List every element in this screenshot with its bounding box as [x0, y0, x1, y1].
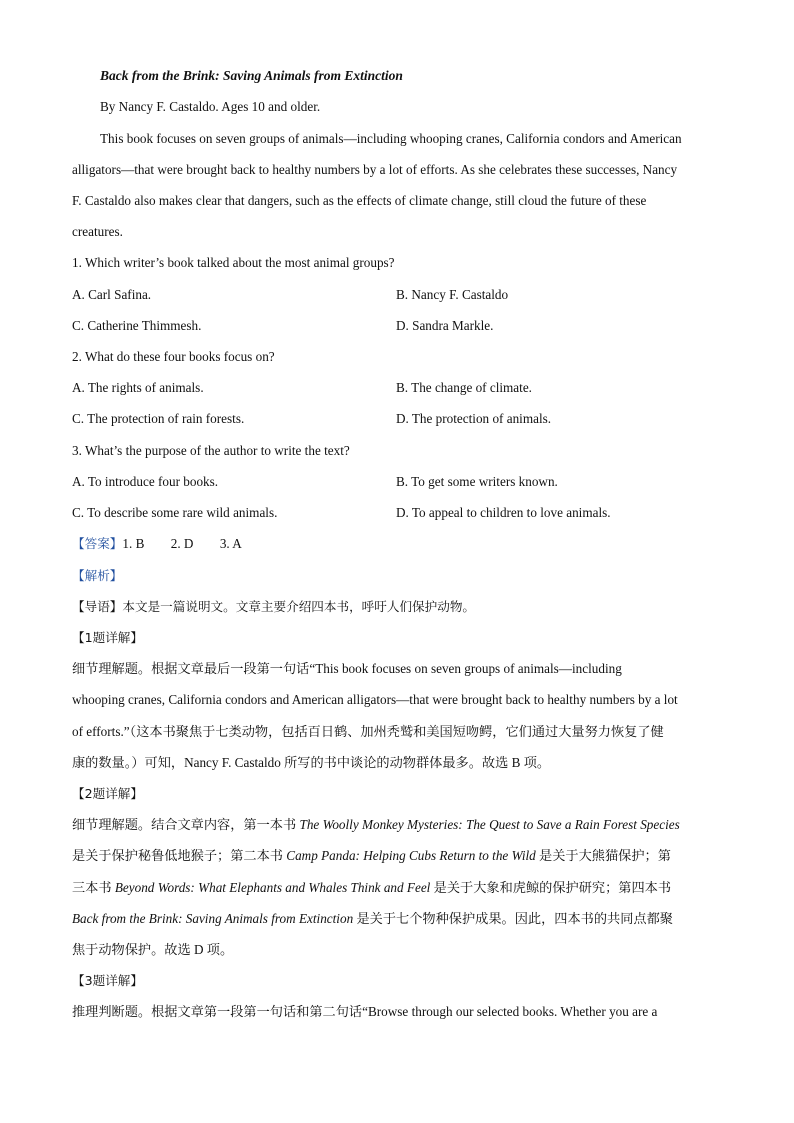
- detail-2-line: [72, 847, 671, 865]
- q1-option-b: B. Nancy F. Castaldo: [396, 287, 509, 302]
- q1-option-d: D. Sandra Markle.: [396, 318, 494, 333]
- analysis-label: 【解析】: [72, 568, 123, 583]
- q2-option-d: D. The protection of animals.: [396, 411, 552, 426]
- detail-3-label: 【3题详解】: [72, 973, 143, 988]
- passage-line: alligators—that were brought back to healthy numbers by a lot of efforts. As she celebrates these successes, Nancy: [72, 162, 678, 177]
- passage-line: creatures.: [72, 224, 123, 239]
- detail-2-text: 三本书: [72, 880, 115, 895]
- detail-3-line: 推理判断题。根据文章第一段第一句话和第二句话“Browse through our selected books. Whether you are a: [72, 1004, 658, 1019]
- guide-text: 本文是一篇说明文。文章主要介绍四本书，呼吁人们保护动物。: [122, 599, 475, 614]
- passage-line: F. Castaldo also makes clear that dangers, such as the effects of climate change, still cloud the future of these: [72, 193, 647, 208]
- book-title: Back from the Brink: Saving Animals from Extinction: [100, 68, 403, 83]
- detail-1-line: of efforts.”（这本书聚焦于七类动物，包括百日鹤、加州秃鹫和美国短吻鳄，它们通过大量努力恢复了健: [72, 724, 664, 739]
- answer-label: 【答案】: [72, 536, 123, 551]
- detail-2-text: 是关于保护秘鲁低地猴子；第二本书: [72, 848, 287, 863]
- book-4-title: Back from the Brink: Saving Animals from Extinction: [72, 911, 354, 926]
- q3-option-d: D. To appeal to children to love animals.: [396, 505, 611, 520]
- q3-option-b: B. To get some writers known.: [396, 474, 558, 489]
- question-3-stem: 3. What’s the purpose of the author to write the text?: [72, 443, 350, 458]
- detail-1-line: 康的数量。）可知，Nancy F. Castaldo 所写的书中谈论的动物群体最多。故选 B 项。: [72, 755, 551, 770]
- book-1-title: The Woolly Monkey Mysteries: The Quest to Save a Rain Forest Species: [299, 817, 680, 832]
- detail-2-text: 细节理解题。结合文章内容，第一本书: [72, 817, 300, 832]
- q3-option-c: C. To describe some rare wild animals.: [72, 505, 278, 520]
- q1-option-c: C. Catherine Thimmesh.: [72, 318, 202, 333]
- detail-2-text: 是关于七个物种保护成果。因此，四本书的共同点都聚: [353, 911, 673, 926]
- detail-1-label: 【1题详解】: [72, 630, 143, 645]
- question-1-stem: 1. Which writer’s book talked about the most animal groups?: [72, 255, 395, 270]
- detail-2-line: 焦于动物保护。故选 D 项。: [72, 942, 234, 957]
- detail-2-text: 是关于大象和虎鲸的保护研究；第四本书: [430, 880, 672, 895]
- detail-2-line: [72, 816, 680, 834]
- detail-2-label: 【2题详解】: [72, 786, 143, 801]
- q2-option-a: A. The rights of animals.: [72, 380, 204, 395]
- detail-1-line: 细节理解题。根据文章最后一段第一句话“This book focuses on seven groups of animals—including: [72, 661, 622, 676]
- question-2-stem: 2. What do these four books focus on?: [72, 349, 275, 364]
- guide-row: [72, 598, 475, 616]
- q3-option-a: A. To introduce four books.: [72, 474, 219, 489]
- detail-1-line: whooping cranes, California condors and American alligators—that were brought back to healthy numbers by a lot: [72, 692, 678, 707]
- detail-2-text: 是关于大熊猫保护；第: [535, 848, 671, 863]
- answer-values: 1. B 2. D 3. A: [122, 536, 242, 551]
- q2-option-c: C. The protection of rain forests.: [72, 411, 245, 426]
- book-byline: By Nancy F. Castaldo. Ages 10 and older.: [100, 99, 321, 114]
- q2-option-b: B. The change of climate.: [396, 380, 532, 395]
- book-2-title: Camp Panda: Helping Cubs Return to the Wild: [286, 848, 536, 863]
- detail-2-line: [72, 910, 673, 928]
- guide-label: 【导语】: [72, 599, 123, 614]
- book-3-title: Beyond Words: What Elephants and Whales Think and Feel: [114, 880, 431, 895]
- passage-line: This book focuses on seven groups of animals—including whooping cranes, California condors and American: [100, 131, 682, 146]
- detail-2-line: [72, 879, 671, 897]
- answer-row: [72, 535, 242, 553]
- q1-option-a: A. Carl Safina.: [72, 287, 152, 302]
